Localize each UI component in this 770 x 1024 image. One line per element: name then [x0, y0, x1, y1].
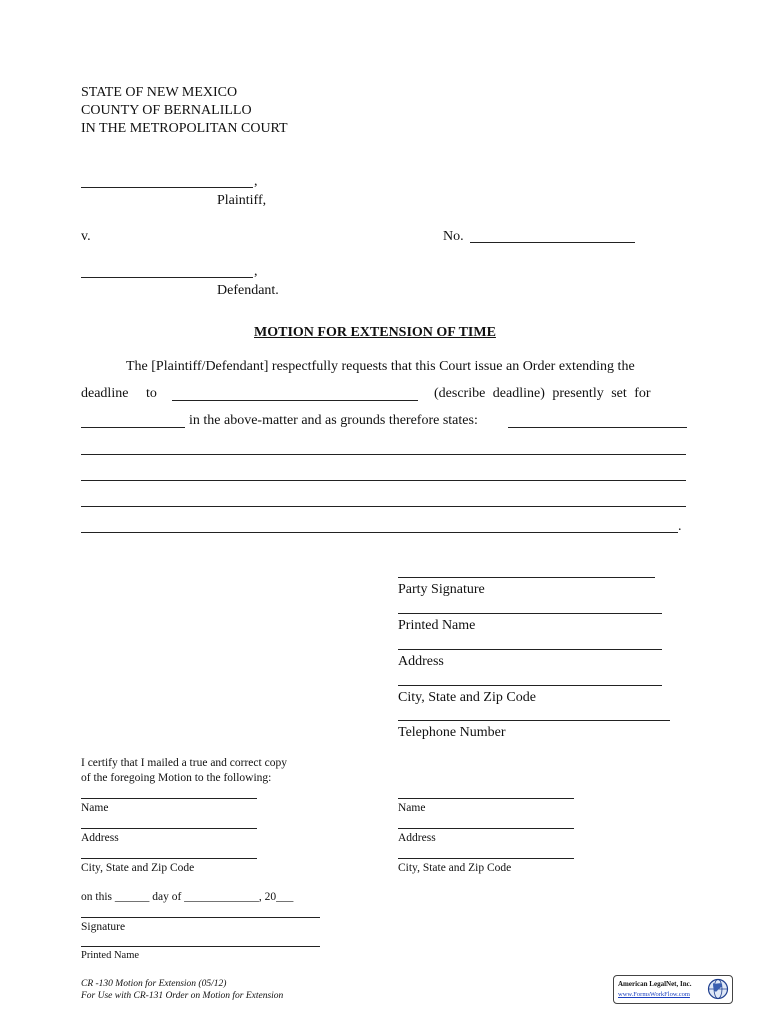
cert-right-name-label: Name: [398, 802, 426, 814]
grounds-line-3[interactable]: [81, 480, 686, 481]
cert-right-address-label: Address: [398, 832, 436, 844]
plaintiff-comma: ,: [254, 174, 258, 189]
versus-label: v.: [81, 229, 91, 244]
footer-form-id: CR -130 Motion for Extension (05/12): [81, 979, 227, 989]
grounds-line-4[interactable]: [81, 506, 686, 507]
case-no-label: No.: [443, 229, 464, 244]
case-number-line[interactable]: [470, 242, 635, 243]
cert-signature-line[interactable]: [81, 917, 320, 918]
certificate-line-1: I certify that I mailed a true and correct copy: [81, 757, 287, 769]
defendant-name-line[interactable]: [81, 277, 253, 278]
city-state-zip-label: City, State and Zip Code: [398, 690, 536, 705]
address-line[interactable]: [398, 649, 662, 650]
body-line-3: in the above-matter and as grounds therefore states:: [189, 413, 478, 428]
logo-url-link[interactable]: www.FormsWorkFlow.com: [618, 991, 690, 998]
cert-right-name-line[interactable]: [398, 798, 574, 799]
date-line[interactable]: on this ______ day of _____________, 20___: [81, 891, 294, 903]
telephone-line[interactable]: [398, 720, 670, 721]
cert-right-city-line[interactable]: [398, 858, 574, 859]
defendant-comma: ,: [254, 264, 258, 279]
header-court: IN THE METROPOLITAN COURT: [81, 121, 288, 136]
to-word: to: [146, 386, 157, 401]
plaintiff-name-line[interactable]: [81, 187, 253, 188]
grounds-line-1[interactable]: [508, 427, 687, 428]
address-label: Address: [398, 654, 444, 669]
set-for-line[interactable]: [81, 427, 185, 428]
cert-left-address-label: Address: [81, 832, 119, 844]
deadline-word: deadline: [81, 386, 129, 401]
deadline-description-line[interactable]: [172, 400, 418, 401]
american-legalnet-logo[interactable]: [613, 975, 733, 1004]
grounds-period: .: [678, 519, 682, 534]
cert-right-address-line[interactable]: [398, 828, 574, 829]
cert-left-city-line[interactable]: [81, 858, 257, 859]
header-county: COUNTY OF BERNALILLO: [81, 103, 252, 118]
party-signature-line[interactable]: [398, 577, 655, 578]
cert-left-name-label: Name: [81, 802, 109, 814]
city-state-zip-line[interactable]: [398, 685, 662, 686]
describe-deadline-text: (describe deadline) presently set for: [434, 386, 651, 401]
printed-name-line[interactable]: [398, 613, 662, 614]
printed-name-label: Printed Name: [398, 618, 476, 633]
logo-company-name: American LegalNet, Inc.: [618, 980, 692, 988]
cert-right-city-label: City, State and Zip Code: [398, 862, 512, 874]
grounds-line-5[interactable]: [81, 532, 678, 533]
party-signature-label: Party Signature: [398, 582, 485, 597]
cert-printed-name-line[interactable]: [81, 946, 320, 947]
plaintiff-label: Plaintiff,: [217, 193, 267, 208]
certificate-line-2: of the foregoing Motion to the following:: [81, 772, 272, 784]
telephone-label: Telephone Number: [398, 725, 506, 740]
body-line-1: The [Plaintiff/Defendant] respectfully requests that this Court issue an Order extending the: [126, 359, 635, 374]
cert-left-name-line[interactable]: [81, 798, 257, 799]
footer-use-with: For Use with CR-131 Order on Motion for Extension: [81, 991, 284, 1001]
cert-printed-name-label: Printed Name: [81, 950, 140, 961]
defendant-label: Defendant.: [217, 283, 279, 298]
cert-signature-label: Signature: [81, 921, 126, 933]
cert-left-city-label: City, State and Zip Code: [81, 862, 195, 874]
header-state: STATE OF NEW MEXICO: [81, 85, 238, 100]
cert-left-address-line[interactable]: [81, 828, 257, 829]
grounds-line-2[interactable]: [81, 454, 686, 455]
document-title: MOTION FOR EXTENSION OF TIME: [254, 325, 496, 340]
globe-icon: [707, 978, 729, 1000]
